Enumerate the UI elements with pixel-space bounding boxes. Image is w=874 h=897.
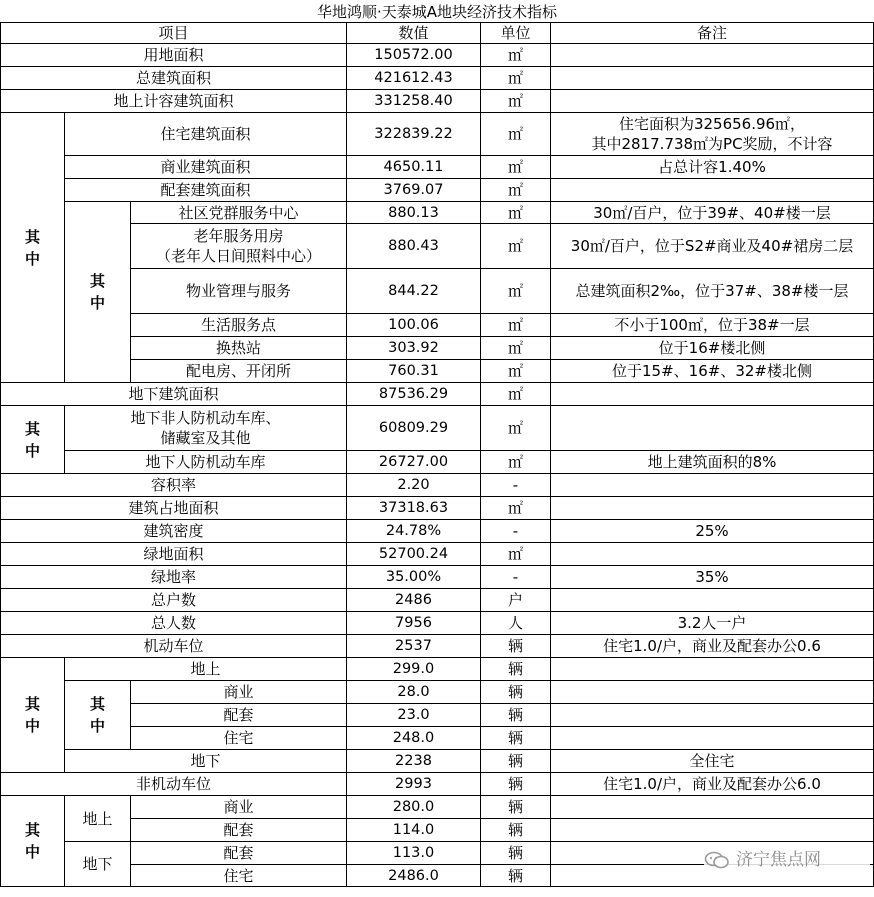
table-row	[1, 474, 874, 497]
row-unit: 户	[481, 589, 551, 612]
row-label: 配套	[131, 819, 347, 842]
row-label: 地下建筑面积	[1, 383, 347, 406]
table-row	[1, 269, 874, 314]
row-note	[551, 179, 874, 202]
header-item: 项目	[1, 23, 347, 44]
row-note	[551, 796, 874, 819]
note-line: 住宅面积为325656.96㎡，	[618, 115, 806, 133]
row-label: 地下	[65, 750, 347, 773]
row-unit: 辆	[481, 773, 551, 796]
row-unit: -	[481, 474, 551, 497]
row-value: 2486.0	[347, 865, 481, 887]
table-row	[1, 113, 874, 156]
watermark-text: 济宁焦点网	[736, 850, 821, 870]
row-value: 248.0	[347, 727, 481, 750]
table-row	[1, 543, 874, 566]
row-label: 地上	[65, 658, 347, 681]
row-note	[551, 406, 874, 451]
row-unit: ㎡	[481, 113, 551, 156]
table-row	[1, 224, 874, 269]
table-title: 华地鸿顺·天泰城A地块经济技术指标	[316, 3, 558, 21]
row-unit: ㎡	[481, 451, 551, 474]
row-unit: 辆	[481, 658, 551, 681]
row-note: 地上建筑面积的8%	[551, 451, 874, 474]
row-value: 2.20	[347, 474, 481, 497]
row-label: 社区党群服务中心	[131, 202, 347, 224]
group-label-char: 中	[24, 717, 40, 735]
row-note: 30㎡/百户，位于39#、40#楼一层	[551, 202, 874, 224]
row-label: 商业	[131, 681, 347, 704]
row-note	[551, 113, 874, 156]
row-unit: 辆	[481, 727, 551, 750]
row-note: 30㎡/百户，位于S2#商业及40#裙房二层	[551, 224, 874, 269]
row-value: 7956	[347, 612, 481, 635]
row-unit: 辆	[481, 704, 551, 727]
row-note: 总建筑面积2‰，位于37#、38#楼一层	[551, 269, 874, 314]
row-label: 总户数	[1, 589, 347, 612]
row-value: 26727.00	[347, 451, 481, 474]
group-label-above	[1, 113, 65, 383]
row-unit: 人	[481, 612, 551, 635]
row-note	[551, 44, 874, 67]
table-row	[1, 750, 874, 773]
row-value: 331258.40	[347, 90, 481, 113]
row-unit: ㎡	[481, 314, 551, 337]
group-label-char: 其	[24, 821, 40, 839]
row-note	[551, 658, 874, 681]
row-label: 建筑密度	[1, 520, 347, 543]
row-unit: ㎡	[481, 497, 551, 520]
row-value: 28.0	[347, 681, 481, 704]
table-row	[1, 156, 874, 179]
header-unit: 单位	[481, 23, 551, 44]
row-value: 880.13	[347, 202, 481, 224]
group-label-char: 其	[89, 272, 105, 290]
label-line: 地下非人防机动车库、	[130, 409, 281, 427]
row-label: 住宅	[131, 865, 347, 887]
row-value: 35.00%	[347, 566, 481, 589]
row-unit: ㎡	[481, 406, 551, 451]
note-line: 其中2817.738㎡为PC奖励，不计容	[591, 135, 833, 153]
group-label-parking	[1, 658, 65, 773]
row-note: 25%	[551, 520, 874, 543]
group-label-char: 其	[24, 227, 40, 246]
row-note: 35%	[551, 566, 874, 589]
row-note: 不小于100㎡，位于38#一层	[551, 314, 874, 337]
header-value: 数值	[347, 23, 481, 44]
table-row	[1, 383, 874, 406]
table-row	[1, 681, 874, 704]
table-row	[1, 90, 874, 113]
row-value: 760.31	[347, 360, 481, 383]
row-note: 位于15#、16#、32#楼北侧	[551, 360, 874, 383]
row-label	[65, 406, 347, 451]
row-value: 299.0	[347, 658, 481, 681]
table-row	[1, 44, 874, 67]
group-label-supporting	[65, 202, 131, 383]
row-value: 2238	[347, 750, 481, 773]
row-unit: ㎡	[481, 337, 551, 360]
header-row	[1, 23, 874, 44]
row-unit: -	[481, 566, 551, 589]
table-row	[1, 314, 874, 337]
row-label: 总建筑面积	[1, 67, 347, 90]
row-note	[551, 497, 874, 520]
row-note: 住宅1.0/户，商业及配套办公0.6	[551, 635, 874, 658]
row-unit: ㎡	[481, 383, 551, 406]
wechat-icon	[704, 851, 730, 869]
table-row	[1, 727, 874, 750]
row-label: 总人数	[1, 612, 347, 635]
label-line: 老年服务用房	[193, 227, 284, 245]
row-label: 换热站	[131, 337, 347, 360]
row-label: 地上计容建筑面积	[1, 90, 347, 113]
row-value: 2993	[347, 773, 481, 796]
row-note: 占总计容1.40%	[551, 156, 874, 179]
table-row	[1, 337, 874, 360]
row-unit: ㎡	[481, 179, 551, 202]
row-value: 421612.43	[347, 67, 481, 90]
table-row	[1, 635, 874, 658]
group-label-char: 中	[89, 717, 105, 735]
row-value: 23.0	[347, 704, 481, 727]
row-value: 2486	[347, 589, 481, 612]
row-label: 生活服务点	[131, 314, 347, 337]
row-value: 4650.11	[347, 156, 481, 179]
bike-under-label: 地下	[65, 842, 131, 887]
row-label: 绿地面积	[1, 543, 347, 566]
bike-above-label: 地上	[65, 796, 131, 842]
table-row	[1, 360, 874, 383]
group-label-char: 中	[89, 294, 105, 312]
group-label-char: 其	[24, 419, 40, 438]
table-row	[1, 704, 874, 727]
row-unit: 辆	[481, 750, 551, 773]
row-value: 150572.00	[347, 44, 481, 67]
table-row	[1, 520, 874, 543]
row-unit: ㎡	[481, 360, 551, 383]
row-unit: 辆	[481, 796, 551, 819]
row-value: 3769.07	[347, 179, 481, 202]
table-row	[1, 202, 874, 224]
row-note	[551, 474, 874, 497]
group-label-parking-above	[65, 681, 131, 750]
row-value: 303.92	[347, 337, 481, 360]
group-label-underground	[1, 406, 65, 474]
table-row	[1, 451, 874, 474]
row-label: 容积率	[1, 474, 347, 497]
group-label-char: 其	[89, 695, 105, 713]
row-label	[131, 224, 347, 269]
row-unit: ㎡	[481, 543, 551, 566]
row-note	[551, 681, 874, 704]
row-value: 2537	[347, 635, 481, 658]
row-unit: 辆	[481, 681, 551, 704]
table-row	[1, 67, 874, 90]
label-line: （老年人日间照料中心）	[155, 247, 321, 265]
table-row	[1, 612, 874, 635]
row-unit: ㎡	[481, 202, 551, 224]
table-row	[1, 497, 874, 520]
row-label: 地下人防机动车库	[65, 451, 347, 474]
row-label: 商业建筑面积	[65, 156, 347, 179]
row-label: 用地面积	[1, 44, 347, 67]
row-value: 60809.29	[347, 406, 481, 451]
indicator-table	[0, 22, 874, 887]
row-value: 87536.29	[347, 383, 481, 406]
header-note: 备注	[551, 23, 874, 44]
watermark	[704, 845, 870, 875]
row-value: 113.0	[347, 842, 481, 865]
row-label: 住宅	[131, 727, 347, 750]
table-row	[1, 406, 874, 451]
row-note	[551, 543, 874, 566]
row-value: 24.78%	[347, 520, 481, 543]
row-label: 配套	[131, 704, 347, 727]
table-row	[1, 819, 874, 842]
row-note	[551, 704, 874, 727]
row-note	[551, 383, 874, 406]
row-label: 机动车位	[1, 635, 347, 658]
row-note	[551, 90, 874, 113]
row-note: 住宅1.0/户，商业及配套办公6.0	[551, 773, 874, 796]
table-row	[1, 566, 874, 589]
row-label: 绿地率	[1, 566, 347, 589]
row-value: 280.0	[347, 796, 481, 819]
row-label: 建筑占地面积	[1, 497, 347, 520]
table-row	[1, 773, 874, 796]
row-unit: ㎡	[481, 156, 551, 179]
row-value: 52700.24	[347, 543, 481, 566]
row-value: 844.22	[347, 269, 481, 314]
group-label-char: 中	[24, 843, 40, 861]
row-value: 880.43	[347, 224, 481, 269]
row-unit: ㎡	[481, 224, 551, 269]
group-label-char: 其	[24, 695, 40, 713]
row-unit: ㎡	[481, 67, 551, 90]
group-label-bike	[1, 796, 65, 887]
row-unit: 辆	[481, 865, 551, 887]
label-line: 储藏室及其他	[160, 429, 251, 447]
row-label: 住宅建筑面积	[65, 113, 347, 156]
row-unit: ㎡	[481, 90, 551, 113]
row-unit: ㎡	[481, 44, 551, 67]
row-value: 37318.63	[347, 497, 481, 520]
row-note	[551, 67, 874, 90]
row-label: 配电房、开闭所	[131, 360, 347, 383]
row-unit: 辆	[481, 842, 551, 865]
row-value: 114.0	[347, 819, 481, 842]
row-value: 322839.22	[347, 113, 481, 156]
row-unit: 辆	[481, 635, 551, 658]
row-unit: 辆	[481, 819, 551, 842]
table-row	[1, 589, 874, 612]
row-label: 物业管理与服务	[131, 269, 347, 314]
row-note	[551, 819, 874, 842]
table-row	[1, 658, 874, 681]
row-unit: ㎡	[481, 269, 551, 314]
group-label-char: 中	[24, 249, 40, 268]
row-unit: -	[481, 520, 551, 543]
table-row	[1, 796, 874, 819]
row-value: 100.06	[347, 314, 481, 337]
row-note	[551, 727, 874, 750]
row-note: 全住宅	[551, 750, 874, 773]
row-label: 商业	[131, 796, 347, 819]
row-label: 配套	[131, 842, 347, 865]
table-row	[1, 179, 874, 202]
group-label-char: 中	[24, 441, 40, 460]
row-label: 配套建筑面积	[65, 179, 347, 202]
row-note: 3.2人一户	[551, 612, 874, 635]
row-note	[551, 589, 874, 612]
row-label: 非机动车位	[1, 773, 347, 796]
row-note: 位于16#楼北侧	[551, 337, 874, 360]
